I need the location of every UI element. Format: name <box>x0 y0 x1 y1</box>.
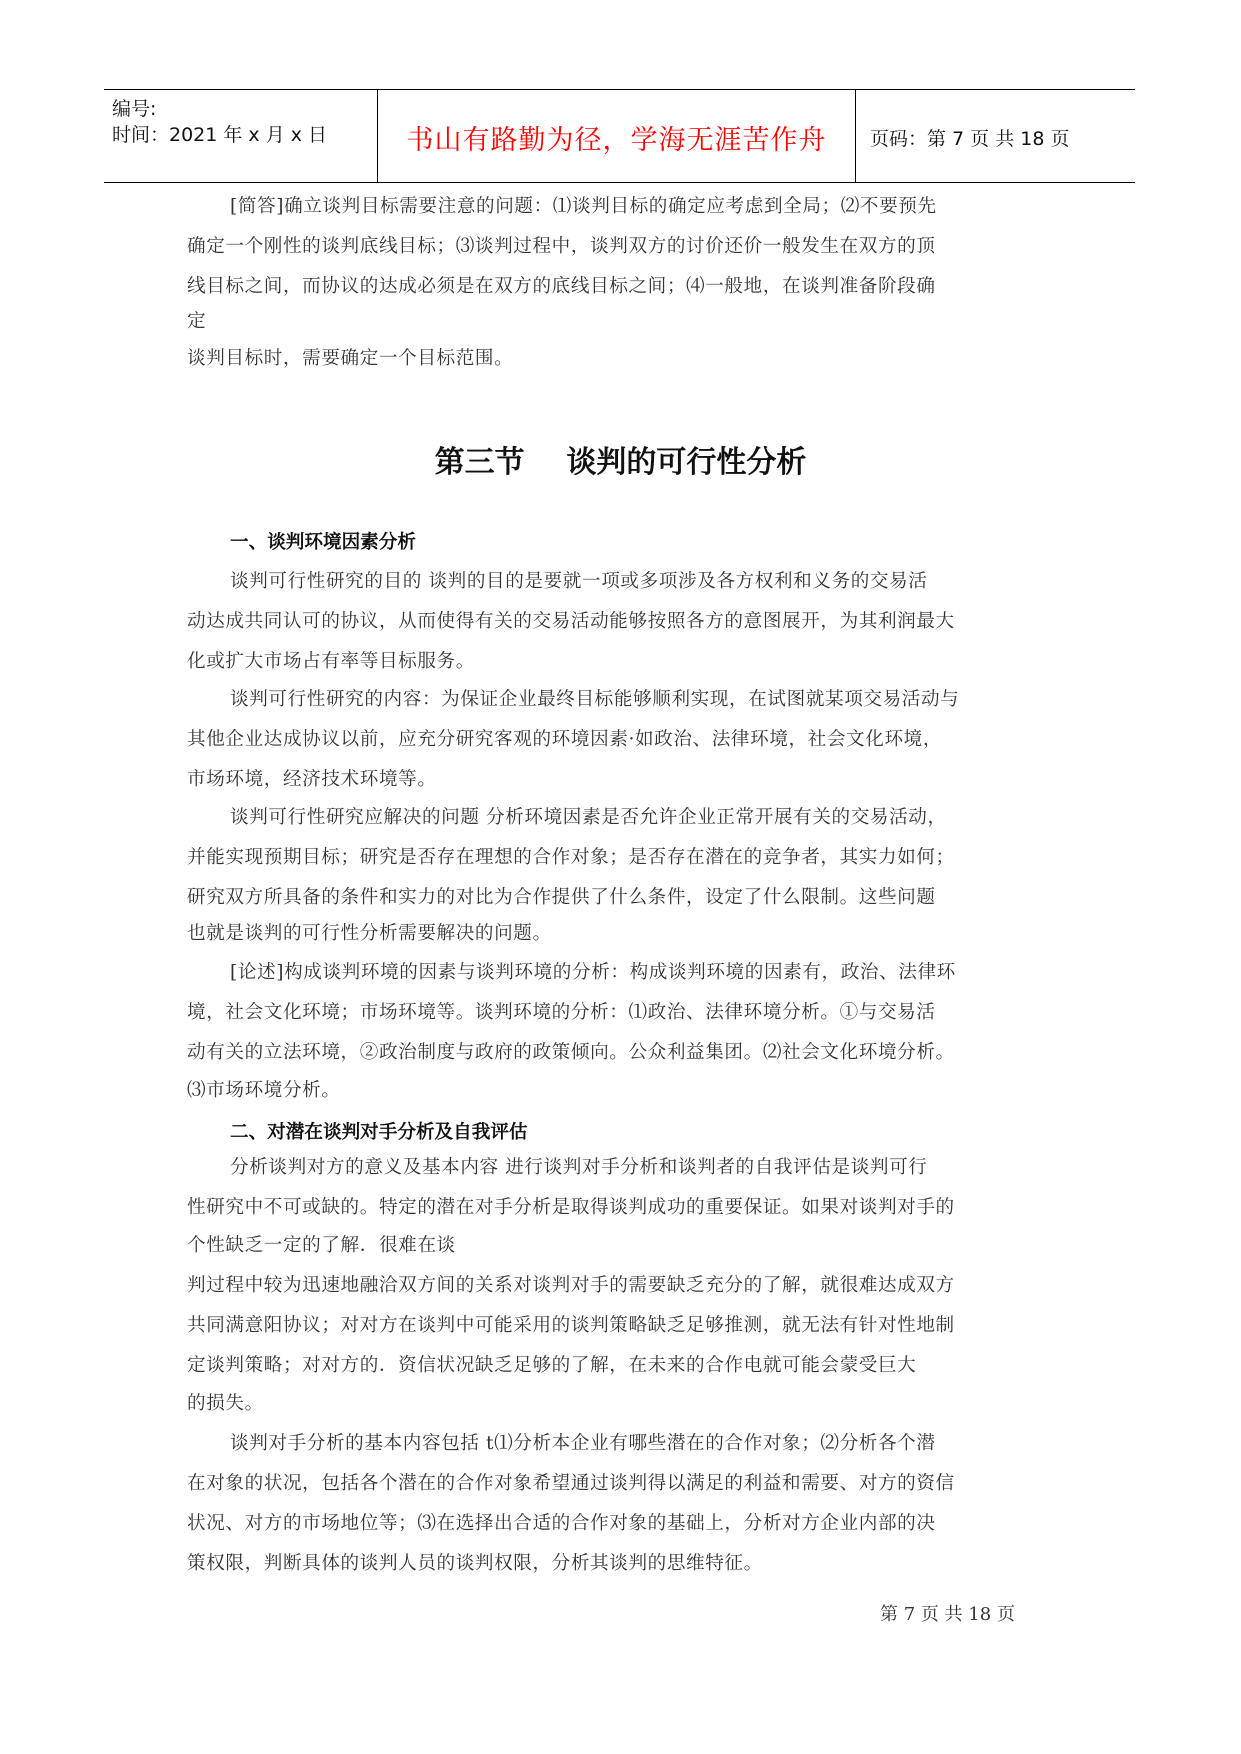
text-line: 策权限，判断具体的谈判人员的谈判权限，分析其谈判的思维特征。 <box>187 1553 763 1574</box>
header-page-cell <box>856 90 1135 182</box>
text-line: 谈判对手分析的基本内容包括 t⑴分析本企业有哪些潜在的合作对象；⑵分析各个潜 <box>230 1433 936 1454</box>
section-title: 第三节 谈判的可行性分析 <box>434 445 807 480</box>
document-number-label: 编号: <box>112 98 157 120</box>
text-line: 在对象的状况，包括各个潜在的合作对象希望通过谈判得以满足的利益和需要、对方的资信 <box>187 1473 955 1494</box>
text-line: 个性缺乏一定的了解．很难在谈 <box>187 1235 456 1256</box>
header-meta-cell <box>104 90 378 182</box>
text-line: [论述]构成谈判环境的因素与谈判环境的分析：构成谈判环境的因素有，政治、法律环 <box>230 962 956 983</box>
document-date-label: 时间：2021 年 x 月 x 日 <box>112 124 328 146</box>
text-line: 的损失。 <box>187 1393 264 1414</box>
page-footer: 第 7 页 共 18 页 <box>880 1604 1015 1625</box>
section-heading-1: 一、谈判环境因素分析 <box>230 532 416 553</box>
header-motto: 书山有路勤为径，学海无涯苦作舟 <box>406 125 827 156</box>
header-motto-cell <box>378 90 856 182</box>
page-header <box>104 89 1135 183</box>
text-line: 共同满意阳协议；对对方在谈判中可能采用的谈判策略缺乏足够推测，就无法有针对性地制 <box>187 1315 955 1336</box>
text-line: 谈判可行性研究应解决的问题 分析环境因素是否允许企业正常开展有关的交易活动， <box>230 807 947 828</box>
text-line: 其他企业达成协议以前，应充分研究客观的环境因素·如政治、法律环境，社会文化环境， <box>187 729 943 750</box>
text-line: 境，社会文化环境；市场环境等。谈判环境的分析：⑴政治、法律环境分析。①与交易活 <box>187 1002 936 1023</box>
text-line: 分析谈判对方的意义及基本内容 进行谈判对手分析和谈判者的自我评估是谈判可行 <box>230 1157 928 1178</box>
text-line: 判过程中较为迅速地融洽双方间的关系对谈判对手的需要缺乏充分的了解，就很难达成双方 <box>187 1275 955 1296</box>
text-line: 也就是谈判的可行性分析需要解决的问题。 <box>187 923 552 944</box>
text-line: 定谈判策略；对对方的．资信状况缺乏足够的了解，在未来的合作电就可能会蒙受巨大 <box>187 1355 917 1376</box>
text-line: 市场环境，经济技术环境等。 <box>187 769 437 790</box>
text-line: 研究双方所具备的条件和实力的对比为合作提供了什么条件，设定了什么限制。这些问题 <box>187 887 936 908</box>
text-line: 动有关的立法环境，②政治制度与政府的政策倾向。公众利益集团。⑵社会文化环境分析。 <box>187 1042 955 1063</box>
text-line: ⑶市场环境分析。 <box>187 1080 341 1101</box>
text-line: 谈判可行性研究的内容：为保证企业最终目标能够顺利实现，在试图就某项交易活动与 <box>230 689 960 710</box>
text-line: 化或扩大市场占有率等目标服务。 <box>187 651 475 672</box>
text-line: 线目标之间，而协议的达成必须是在双方的底线目标之间；⑷一般地，在谈判准备阶段确 <box>187 276 936 297</box>
header-page-info: 页码：第 7 页 共 18 页 <box>870 128 1070 150</box>
section-heading-2: 二、对潜在谈判对手分析及自我评估 <box>230 1122 528 1143</box>
text-line: 定 <box>187 311 207 332</box>
text-line: 性研究中不可或缺的。特定的潜在对手分析是取得谈判成功的重要保证。如果对谈判对手的 <box>187 1197 955 1218</box>
text-line: 谈判可行性研究的目的 谈判的目的是要就一项或多项涉及各方权利和义务的交易活 <box>230 571 928 592</box>
text-line: 确定一个刚性的谈判底线目标；⑶谈判过程中，谈判双方的讨价还价一般发生在双方的顶 <box>187 236 936 257</box>
text-line: 动达成共同认可的协议，从而使得有关的交易活动能够按照各方的意图展开，为其利润最大 <box>187 611 955 632</box>
text-line: 谈判目标时，需要确定一个目标范围。 <box>187 348 514 369</box>
text-line: 状况、对方的市场地位等；⑶在选择出合适的合作对象的基础上，分析对方企业内部的决 <box>187 1513 936 1534</box>
text-line: [简答]确立谈判目标需要注意的问题：⑴谈判目标的确定应考虑到全局；⑵不要预先 <box>230 196 937 217</box>
text-line: 并能实现预期目标；研究是否存在理想的合作对象；是否存在潜在的竞争者，其实力如何； <box>187 847 955 868</box>
